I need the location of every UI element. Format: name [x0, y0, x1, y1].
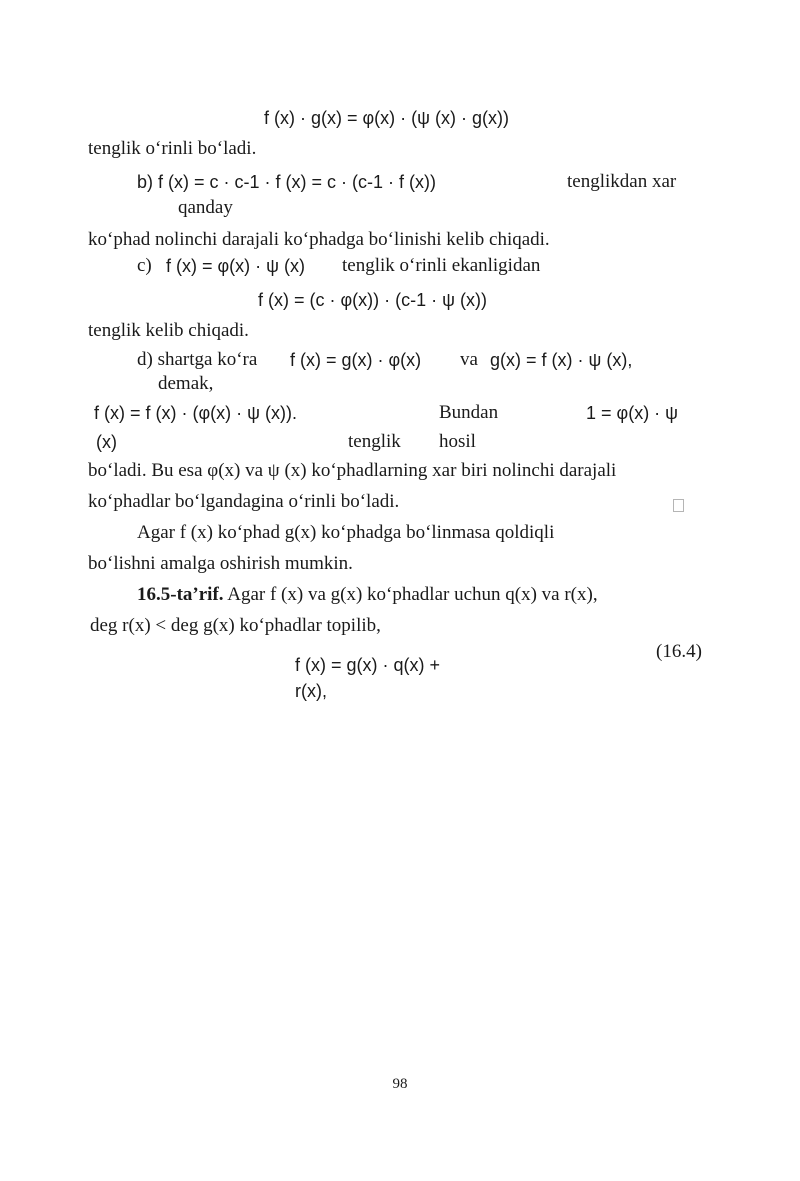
- formula-16-4: f (x) = g(x) · q(x) +: [295, 655, 441, 675]
- formula-d2: g(x) = f (x) · ψ (x),: [490, 350, 633, 370]
- text-line: ko‘phadlar bo‘lgandagina o‘rinli bo‘ladi.: [88, 491, 400, 512]
- formula-c: f (x) = φ(x) · ψ (x): [166, 256, 305, 276]
- formula-d1: f (x) = g(x) · φ(x): [290, 350, 422, 370]
- item-c-label: c): [137, 255, 152, 276]
- text-line: tenglik kelib chiqadi.: [88, 320, 249, 341]
- text-line: Bundan: [439, 402, 499, 423]
- text-line: qanday: [178, 197, 233, 218]
- definition-line: [137, 583, 598, 607]
- text-line: tenglikdan xar: [567, 171, 677, 192]
- formula-16-4-cont: r(x),: [295, 681, 327, 701]
- text-line: bo‘lishni amalga oshirish mumkin.: [88, 553, 353, 574]
- text-line: tenglik o‘rinli ekanligidan: [342, 255, 541, 276]
- item-d-label: d) shartga ko‘ra: [137, 349, 258, 370]
- formula-d4-cont: (x): [96, 432, 117, 452]
- page-number: 98: [392, 1076, 408, 1092]
- text-line: bo‘ladi. Bu esa φ(x) va ψ (x) ko‘phadlarning xar biri nolinchi darajali: [88, 460, 617, 481]
- definition-text: Agar f (x) va g(x) ko‘phadlar uchun q(x) va r(x),: [223, 584, 598, 605]
- text-line: demak,: [158, 373, 214, 394]
- text-line: ko‘phad nolinchi darajali ko‘phadga bo‘linishi kelib chiqadi.: [88, 229, 550, 250]
- formula-top: f (x) · g(x) = φ(x) · (ψ (x) · g(x)): [264, 108, 509, 128]
- text-line: tenglik: [348, 431, 401, 452]
- placeholder-glyph: [673, 499, 684, 512]
- text-line: va: [460, 349, 478, 370]
- text-line: hosil: [439, 431, 476, 452]
- formula-d3: f (x) = f (x) · (φ(x) · ψ (x)).: [94, 403, 297, 423]
- text-line: deg r(x) < deg g(x) ko‘phadlar topilib,: [90, 615, 381, 636]
- formula-c2: f (x) = (c · φ(x)) · (c-1 · ψ (x)): [258, 290, 487, 310]
- equation-number: (16.4): [656, 641, 702, 662]
- formula-b: b) f (x) = c · c-1 · f (x) = c · (c-1 · f (x)): [137, 172, 436, 192]
- text-line: Agar f (x) ko‘phad g(x) ko‘phadga bo‘linmasa qoldiqli: [137, 522, 555, 543]
- text-line: tenglik o‘rinli bo‘ladi.: [88, 138, 257, 159]
- formula-d4: 1 = φ(x) · ψ: [586, 403, 679, 423]
- definition-title: 16.5-ta’rif.: [137, 584, 224, 605]
